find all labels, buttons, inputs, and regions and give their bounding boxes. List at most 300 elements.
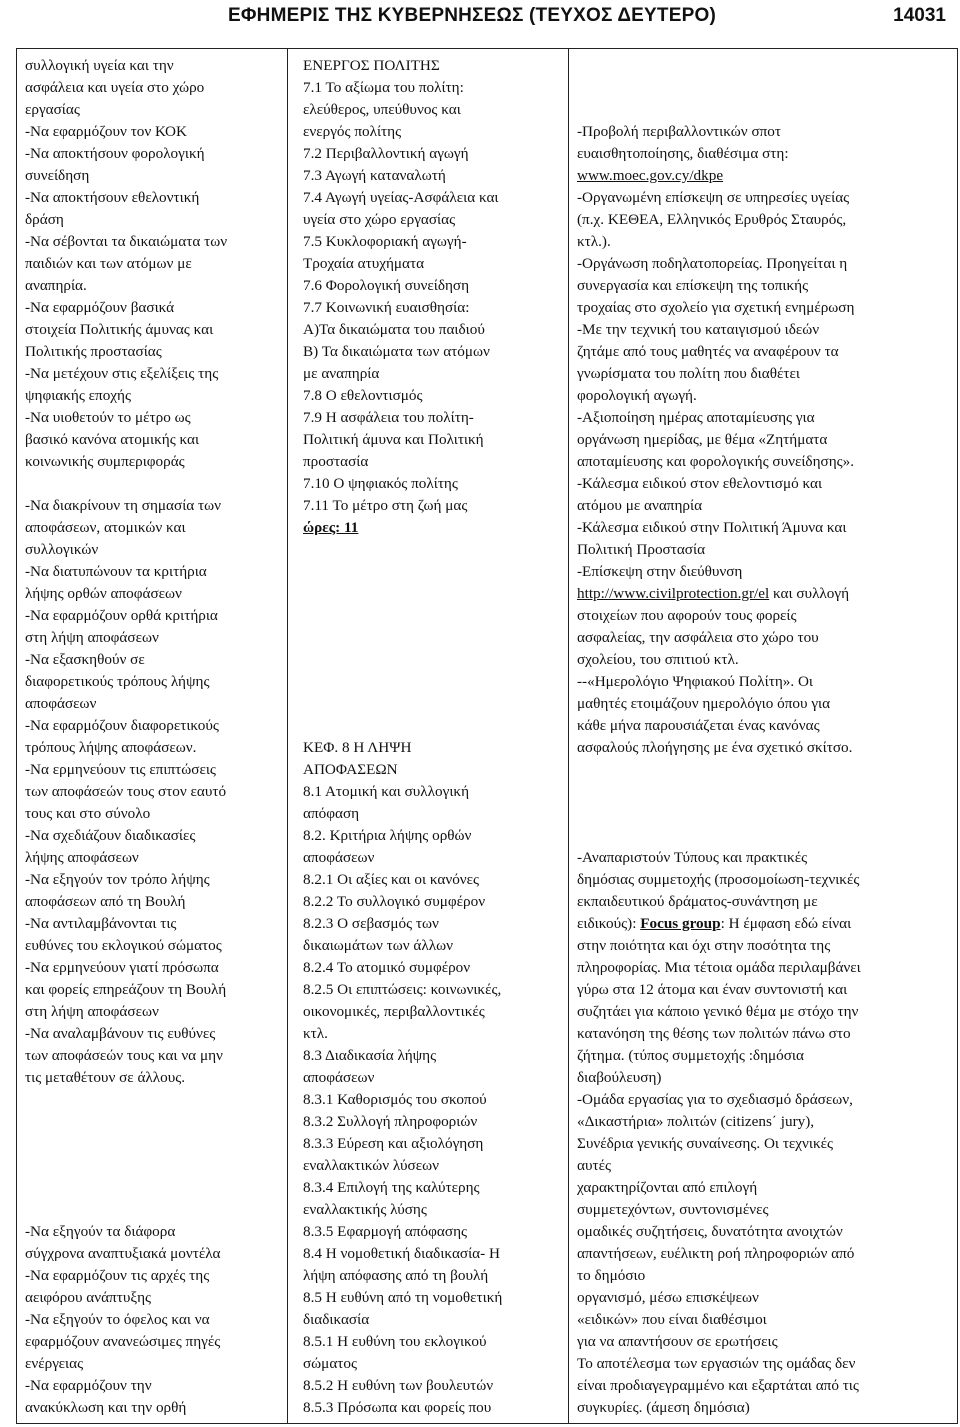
text-line [25, 1001, 159, 1023]
text-line [303, 407, 474, 429]
line-text: στη λήψη αποφάσεων [25, 629, 159, 646]
line-text: 7.7 Κοινωνική ευαισθησία: [303, 299, 470, 316]
web-link[interactable]: http://www.civilprotection.gr/el [577, 585, 770, 602]
line-text: ελεύθερος, υπεύθυνος και [303, 101, 461, 118]
line-text: ασφαλείας, την ασφάλεια στο χώρο του [577, 629, 819, 646]
text-line [25, 99, 80, 121]
text-line [303, 869, 479, 891]
text-line [25, 1309, 210, 1331]
line-text: 7.5 Κυκλοφοριακή αγωγή- [303, 233, 467, 250]
text-line [25, 253, 192, 275]
line-text: τις μεταθέτουν σε άλλους. [25, 1069, 186, 1086]
line-text: ειδικούς): [577, 915, 641, 932]
text-line [577, 583, 849, 605]
line-text: ευθύνες του εκλογικού σώματος [25, 937, 222, 954]
line-text: -Οργάνωση ποδηλατοπορείας. Προηγείται η [577, 255, 848, 272]
text-line [25, 143, 205, 165]
line-text: 7.8 Ο εθελοντισμός [303, 387, 423, 404]
line-text: 8.2.3 Ο σεβασμός των [303, 915, 439, 932]
text-line [25, 1331, 220, 1353]
line-text: εναλλακτικής λύσης [303, 1201, 427, 1218]
line-text: -Να εφαρμόζουν τις αρχές της [25, 1267, 210, 1284]
line-text: τρόπους λήψης αποφάσεων. [25, 739, 197, 756]
text-line [577, 1265, 645, 1287]
text-line [577, 1111, 814, 1133]
text-line [25, 1397, 186, 1419]
text-line [577, 1177, 757, 1199]
line-text: -Να εφαρμόζουν την [25, 1377, 152, 1394]
line-text: γύρω στα 12 άτομα και έναν συντονιστή και [577, 981, 848, 998]
line-text: 8.2.1 Οι αξίες και οι κανόνες [303, 871, 480, 888]
line-text: ζητάμε από τους μαθητές να αναφέρουν τα [577, 343, 839, 360]
text-line [303, 165, 446, 187]
text-line [577, 253, 847, 275]
text-line [577, 649, 739, 671]
text-line [303, 209, 455, 231]
line-text: Πολιτική άμυνα και Πολιτική [303, 431, 484, 448]
line-text: -Οργανωμένη επίσκεψη σε υπηρεσίες υγείας [577, 189, 850, 206]
text-line [577, 1353, 855, 1375]
line-text: συζητάει για κάποιο γενικό θέμα με στόχο την [577, 1003, 859, 1020]
text-line [577, 385, 697, 407]
text-line [25, 1067, 185, 1089]
line-text: ΕΝΕΡΓΟΣ ΠΟΛΙΤΗΣ [303, 57, 440, 74]
text-line [303, 1265, 488, 1287]
line-text: -Να αναλαμβάνουν τις ευθύνες [25, 1025, 216, 1042]
line-text: σύγχρονα αναπτυξιακά μοντέλα [25, 1245, 221, 1262]
text-line [303, 99, 461, 121]
line-text: αειφόρου ανάπτυξης [25, 1289, 152, 1306]
text-line [25, 715, 219, 737]
column-divider [287, 49, 288, 1423]
text-line [303, 363, 379, 385]
line-text: -Να αποκτήσουν φορολογική [25, 145, 205, 162]
text-line [577, 715, 820, 737]
text-line [577, 1243, 854, 1265]
line-text: 7.6 Φορολογική συνείδηση [303, 277, 470, 294]
line-text: Το αποτέλεσμα των εργασιών της ομάδας δεν [577, 1355, 856, 1372]
text-line [25, 737, 196, 759]
line-text: δράση [25, 211, 64, 228]
line-text: απόφαση [303, 805, 360, 822]
text-line [303, 77, 464, 99]
text-line [577, 1221, 843, 1243]
line-text: συνείδηση [25, 167, 90, 184]
text-line [303, 495, 467, 517]
text-line [577, 847, 807, 869]
text-line [303, 781, 469, 803]
text-line [577, 1287, 759, 1309]
line-text: 8.5.3 Πρόσωπα και φορείς που [303, 1399, 492, 1416]
text-line [303, 1397, 491, 1419]
text-line [577, 297, 854, 319]
line-text: -Να σχεδιάζουν διαδικασίες [25, 827, 196, 844]
text-line [303, 979, 501, 1001]
line-text: φορολογική αγωγή. [577, 387, 697, 404]
line-text: δικαιωμάτων των άλλων [303, 937, 453, 954]
text-line [577, 671, 813, 693]
text-line [25, 495, 221, 517]
line-text: αποταμίευσης και φορολογικής συνείδησης». [577, 453, 855, 470]
text-line [577, 891, 818, 913]
line-text: ενεργός πολίτης [303, 123, 402, 140]
line-text: 8.2. Κριτήρια λήψης ορθών [303, 827, 472, 844]
line-text: αποφάσεων, ατομικών και [25, 519, 186, 536]
text-line [577, 1375, 859, 1397]
line-text: οργάνωση ημερίδας, με θέμα «Ζητήματα [577, 431, 828, 448]
text-line [25, 583, 182, 605]
line-text: 8.3 Διαδικασία λήψης [303, 1047, 437, 1064]
text-line [303, 737, 411, 759]
text-line [303, 231, 467, 253]
text-line [25, 825, 195, 847]
line-text: τροχαίας στο σχολείο για σχετική ενημέρωση [577, 299, 855, 316]
line-text: 8.5.2 Η ευθύνη των βουλευτών [303, 1377, 494, 1394]
text-line [303, 385, 423, 407]
text-line [303, 825, 471, 847]
line-text: 7.3 Αγωγή καταναλωτή [303, 167, 446, 184]
text-line [303, 1045, 436, 1067]
text-line [25, 1375, 152, 1397]
text-line [25, 517, 186, 539]
text-line [577, 935, 830, 957]
line-text: στοιχεία Πολιτικής άμυνας και [25, 321, 214, 338]
text-line [577, 143, 789, 165]
line-text: -Να αντιλαμβάνονται τις [25, 915, 177, 932]
line-text: αποφάσεων από τη Βουλή [25, 893, 186, 910]
line-text: 8.1 Ατομική και συλλογική [303, 783, 470, 800]
line-text: στη λήψη αποφάσεων [25, 1003, 159, 1020]
text-line [303, 1375, 493, 1397]
text-line [25, 1265, 209, 1287]
line-text: σχολείου, του σπιτιού κτλ. [577, 651, 739, 668]
line-text: με αναπηρία [303, 365, 380, 382]
text-line [303, 451, 368, 473]
text-line [577, 539, 705, 561]
text-line [25, 869, 210, 891]
text-line [25, 759, 216, 781]
line-text: -Να ερμηνεύουν γιατί πρόσωπα [25, 959, 219, 976]
text-line [25, 561, 207, 583]
text-line [577, 319, 819, 341]
line-text-rest: : Η έμφαση εδώ είναι [720, 915, 852, 932]
line-text: «ειδικών» που είναι διαθέσιμοι [577, 1311, 767, 1328]
line-text: διαδικασία [303, 1311, 370, 1328]
line-text: δημόσιας συμμετοχής (προσομοίωση-τεχνικές [577, 871, 860, 888]
line-text: μαθητές ετοιμάζουν ημερολόγιο όπου για [577, 695, 831, 712]
text-line [303, 1155, 439, 1177]
line-text: βασικό κανόνα ατομικής και [25, 431, 200, 448]
line-text: γνωρίσματα του πολίτη που διαθέτει [577, 365, 800, 382]
line-text: το δημόσιο [577, 1267, 646, 1284]
line-text: αποφάσεων [303, 1069, 375, 1086]
line-text: συγκυρίες. (άμεση δημόσια) [577, 1399, 750, 1416]
text-line [303, 187, 499, 209]
text-line [303, 473, 458, 495]
web-link[interactable]: www.moec.gov.cy/dkpe [577, 167, 724, 184]
text-line [25, 297, 174, 319]
text-line [25, 1023, 215, 1045]
text-line [25, 209, 64, 231]
line-text: εργασίας [25, 101, 80, 118]
text-line [303, 517, 358, 539]
text-line [577, 1023, 851, 1045]
text-line [303, 1199, 427, 1221]
text-line [25, 275, 87, 297]
line-text: -Να εφαρμόζουν διαφορετικούς [25, 717, 219, 734]
text-line [303, 1111, 477, 1133]
line-text: 8.2.2 Το συλλογικό συμφέρον [303, 893, 486, 910]
line-text: στοιχείων που αφορούν τους φορείς [577, 607, 797, 624]
line-text: -Με την τεχνική του καταιγισμού ιδεών [577, 321, 820, 338]
text-line [577, 693, 830, 715]
line-text: αποφάσεων [303, 849, 375, 866]
line-text: διαφορετικούς τρόπους λήψης [25, 673, 210, 690]
line-text: -Να εφαρμόζουν τον ΚΟΚ [25, 123, 187, 140]
line-text: συνεργασία και επίσκεψη της τοπικής [577, 277, 809, 294]
text-line [25, 363, 218, 385]
line-text: για να απαντήσουν σε ερωτήσεις [577, 1333, 778, 1350]
text-line [303, 935, 453, 957]
page-header [0, 0, 960, 36]
line-text: 7.2 Περιβαλλοντική αγωγή [303, 145, 469, 162]
line-text: ψηφιακής εποχής [25, 387, 132, 404]
text-line [577, 517, 846, 539]
text-line [25, 165, 89, 187]
line-text: των αποφάσεών τους και να μην [25, 1047, 223, 1064]
text-line [303, 1221, 467, 1243]
text-line [303, 759, 398, 781]
text-line [577, 979, 847, 1001]
text-line [577, 1155, 611, 1177]
line-text: (π.χ. ΚΕΘΕΑ, Ελληνικός Ερυθρός Σταυρός, [577, 211, 847, 228]
text-line [577, 561, 742, 583]
line-text: συλλογική υγεία και την [25, 57, 174, 74]
line-text: ασφάλεια και υγεία στο χώρο [25, 79, 205, 96]
text-line [577, 737, 852, 759]
text-line [303, 913, 439, 935]
text-line [577, 1199, 768, 1221]
line-text: κτλ. [303, 1025, 328, 1042]
text-line [577, 627, 819, 649]
line-text: ώρες: 11 [303, 519, 359, 536]
text-line [25, 385, 131, 407]
text-line [25, 1045, 223, 1067]
text-line [577, 869, 859, 891]
text-line [577, 121, 781, 143]
text-line [25, 1287, 151, 1309]
line-text: 8.3.3 Εύρεση και αξιολόγηση [303, 1135, 484, 1152]
text-line [25, 429, 199, 451]
line-text: 7.10 Ο ψηφιακός πολίτης [303, 475, 458, 492]
text-line [25, 605, 218, 627]
line-text: -Προβολή περιβαλλοντικών σποτ [577, 123, 781, 140]
line-text: αποφάσεων [25, 695, 97, 712]
line-text: 8.3.1 Καθορισμός του σκοπού [303, 1091, 487, 1108]
line-text: 8.3.5 Εφαρμογή απόφασης [303, 1223, 468, 1240]
text-line [577, 275, 808, 297]
text-line [303, 1001, 485, 1023]
line-text: είναι προδιαγεγραμμένο και εξαρτάται από τις [577, 1377, 859, 1394]
line-text: -Να διατυπώνουν τα κριτήρια [25, 563, 207, 580]
line-text: ομαδικές συζητήσεις, δυνατότητα ανοιχτών [577, 1223, 843, 1240]
line-text: «Δικαστήρια» πολιτών (citizens΄ jury), [577, 1113, 815, 1130]
line-text: -Να διακρίνουν τη σημασία των [25, 497, 222, 514]
line-text: εκπαιδευτικού δράματος-συνάντηση με [577, 893, 818, 910]
line-text: --«Ημερολόγιο Ψηφιακού Πολίτη». Οι [577, 673, 813, 690]
text-line [577, 187, 849, 209]
line-text: -Να εξασκηθούν σε [25, 651, 145, 668]
text-line [303, 1067, 374, 1089]
text-line [303, 847, 374, 869]
text-line [25, 847, 139, 869]
text-line [577, 209, 846, 231]
text-line [25, 1243, 221, 1265]
line-text: οργανισμό, μέσω επισκέψεων [577, 1289, 759, 1306]
line-text: -Να υιοθετούν το μέτρο ως [25, 409, 191, 426]
line-text: πληροφορίας. Μια τέτοια ομάδα περιλαμβάνει [577, 959, 861, 976]
line-text: -Να εφαρμόζουν ορθά κριτήρια [25, 607, 218, 624]
line-text: -Να εξηγούν τα διάφορα [25, 1223, 176, 1240]
text-line [25, 539, 98, 561]
text-line [303, 1243, 500, 1265]
line-text: διαβούλευση) [577, 1069, 662, 1086]
curriculum-table [16, 48, 958, 1424]
text-line [25, 187, 199, 209]
text-line [25, 77, 204, 99]
line-text: κατανόηση της θέσης των πολιτών πάνω στο [577, 1025, 851, 1042]
text-line [303, 121, 401, 143]
line-text: προστασία [303, 453, 369, 470]
text-line [303, 275, 469, 297]
line-text: Τροχαία ατυχήματα [303, 255, 425, 272]
text-line [303, 1177, 480, 1199]
line-text: σώματος [303, 1355, 357, 1372]
text-line [25, 407, 191, 429]
line-text: Β) Τα δικαιώματα των ατόμων [303, 343, 490, 360]
line-text: -Αξιοποίηση ημέρας αποταμίευσης για [577, 409, 815, 426]
text-line [303, 297, 469, 319]
line-text: 8.3.4 Επιλογή της καλύτερης [303, 1179, 480, 1196]
line-text: ενέργειας [25, 1355, 84, 1372]
line-text: λήψη απόφασης από τη βουλή [303, 1267, 489, 1284]
text-line [25, 649, 145, 671]
text-line [25, 979, 226, 1001]
text-line [303, 1309, 369, 1331]
line-text: συμμετεχόντων, συντονισμένες [577, 1201, 769, 1218]
text-line [25, 913, 176, 935]
text-line [577, 957, 861, 979]
text-line [25, 803, 150, 825]
line-text: τους και στο σύνολο [25, 805, 151, 822]
line-text: ΚΕΦ. 8 Η ΛΗΨΗ [303, 739, 412, 756]
line-text: -Επίσκεψη στην διεύθυνση [577, 563, 743, 580]
text-line [577, 165, 723, 187]
text-line [577, 473, 822, 495]
text-line [303, 429, 484, 451]
text-line [577, 451, 854, 473]
line-text: εφαρμόζουν ανανεώσιμες πηγές [25, 1333, 221, 1350]
line-text: αναπηρία. [25, 277, 87, 294]
text-line [25, 319, 213, 341]
column-divider [568, 49, 569, 1423]
line-text: λήψης αποφάσεων [25, 849, 139, 866]
line-text: συλλογικών [25, 541, 99, 558]
text-line [303, 143, 469, 165]
text-line [577, 231, 611, 253]
text-line [25, 451, 185, 473]
text-line [25, 341, 162, 363]
line-text: οικονομικές, περιβαλλοντικές [303, 1003, 485, 1020]
line-text: -Να σέβονται τα δικαιώματα των [25, 233, 228, 250]
text-line [303, 891, 485, 913]
text-line [25, 957, 219, 979]
line-text: υγεία στο χώρο εργασίας [303, 211, 456, 228]
text-line [25, 693, 96, 715]
line-text: παιδιών και των ατόμων με [25, 255, 192, 272]
text-line [577, 363, 800, 385]
text-line [303, 803, 359, 825]
line-text: στην ποιότητα και όχι στην ποσότητα της [577, 937, 831, 954]
line-text: -Να εφαρμόζουν βασικά [25, 299, 175, 316]
line-text: ατόμου με αναπηρία [577, 497, 703, 514]
text-line [577, 407, 815, 429]
line-text: ζήτημα. (τύπος συμμετοχής :δημόσια [577, 1047, 804, 1064]
line-text: 8.2.5 Οι επιπτώσεις: κοινωνικές, [303, 981, 502, 998]
line-text: εναλλακτικών λύσεων [303, 1157, 439, 1174]
text-line [25, 671, 209, 693]
line-text: 7.4 Αγωγή υγείας-Ασφάλεια και [303, 189, 499, 206]
line-text: ΑΠΟΦΑΣΕΩΝ [303, 761, 398, 778]
text-line [577, 1089, 853, 1111]
line-text: κοινωνικής συμπεριφοράς [25, 453, 185, 470]
text-line [25, 891, 185, 913]
line-text: 8.4 Η νομοθετική διαδικασία- Η [303, 1245, 500, 1262]
line-text: Πολιτικής προστασίας [25, 343, 162, 360]
line-text: 8.5 Η ευθύνη από τη νομοθετική [303, 1289, 503, 1306]
line-text: αυτές [577, 1157, 611, 1174]
line-text: Α)Τα δικαιώματα του παιδιού [303, 321, 485, 338]
line-text: κτλ.). [577, 233, 611, 250]
text-line [577, 495, 702, 517]
text-line [577, 913, 851, 935]
line-text: -Να μετέχουν στις εξελίξεις της [25, 365, 219, 382]
text-line [577, 1067, 662, 1089]
text-line [577, 605, 797, 627]
text-line [25, 231, 227, 253]
line-text: -Να εξηγούν τον τρόπο λήψης [25, 871, 210, 888]
text-line [303, 1133, 483, 1155]
line-text: κάθε μήνα παρουσιάζεται ένας κανόνας [577, 717, 820, 734]
line-text: απαντήσεων, ευέλικτη ροή πληροφοριών από [577, 1245, 855, 1262]
text-line [25, 1221, 175, 1243]
page-number: 14031 [893, 5, 946, 26]
text-line [303, 957, 470, 979]
line-text: Πολιτική Προστασία [577, 541, 706, 558]
text-line [25, 781, 226, 803]
line-text: 7.1 Το αξίωμα του πολίτη: [303, 79, 464, 96]
text-line [577, 1397, 750, 1419]
text-line [25, 121, 187, 143]
line-text: -Αναπαριστούν Τύπους και πρακτικές [577, 849, 808, 866]
text-line [303, 341, 490, 363]
text-line [577, 341, 839, 363]
text-line [25, 1353, 83, 1375]
text-line [303, 1353, 357, 1375]
line-text: ευαισθητοποίησης, διαθέσιμα στη: [577, 145, 789, 162]
text-line [577, 1331, 778, 1353]
line-text: και φορείς επηρεάζουν τη Βουλή [25, 981, 227, 998]
